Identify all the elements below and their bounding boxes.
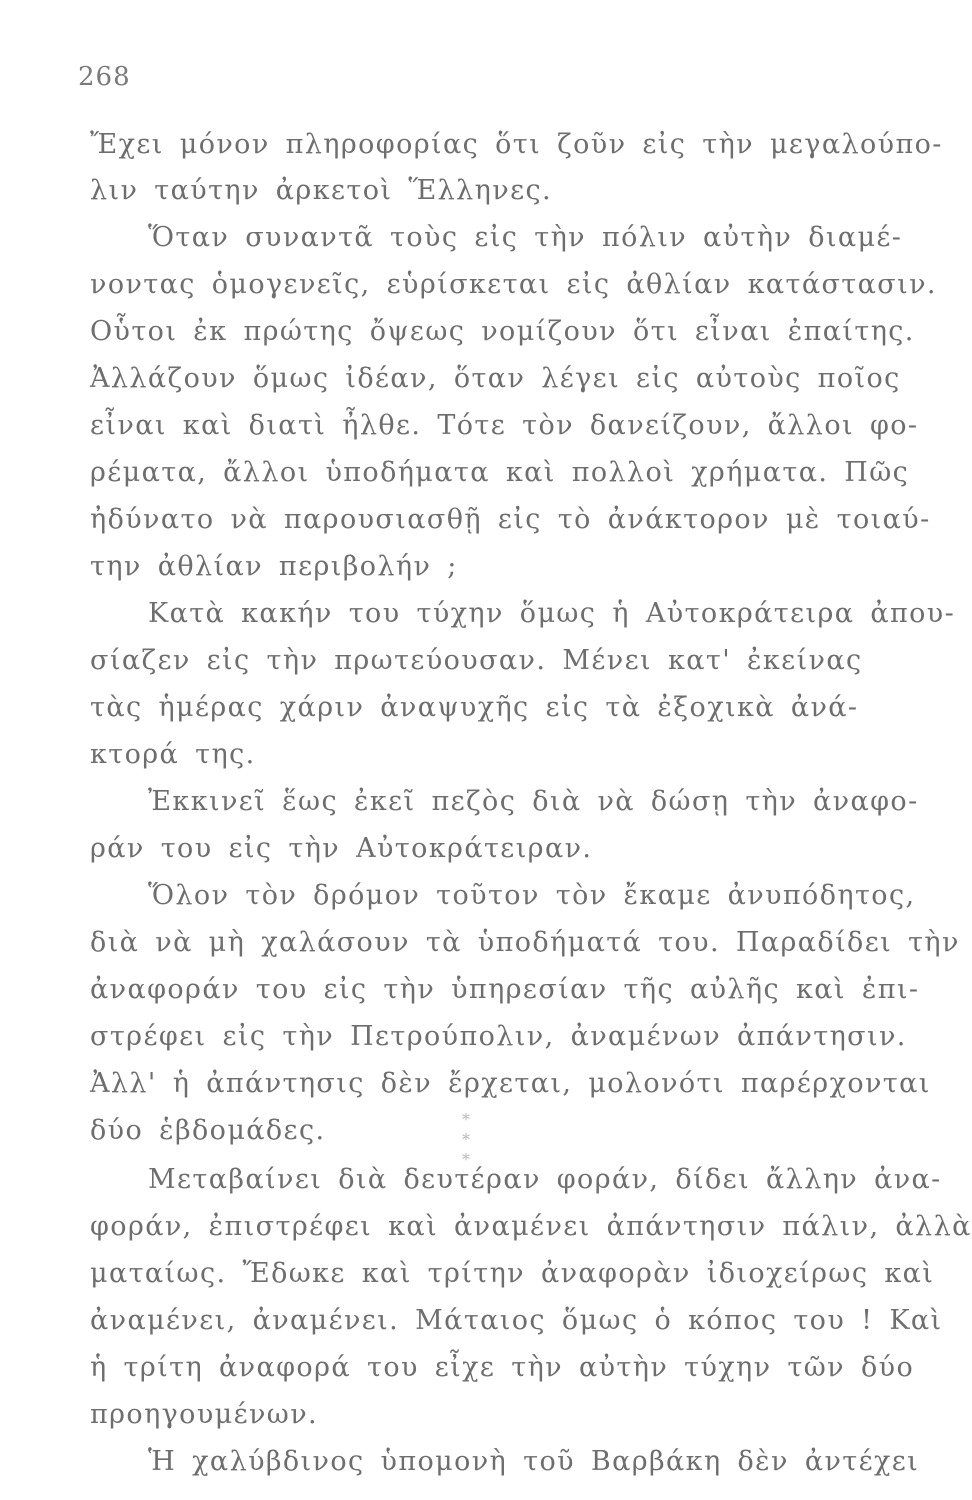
text-line: Ἐκκινεῖ ἕως ἐκεῖ πεζὸς διὰ νὰ δώσῃ τὴν ἀναφο- [148,786,919,817]
text-line: Ἔχει μόνον πληροφορίας ὅτι ζοῦν εἰς τὴν μεγαλούπο- [90,129,943,160]
text-line: φοράν, ἐπιστρέφει καὶ ἀναμένει ἀπάντησιν πάλιν, ἀλλὰ [90,1211,972,1242]
text-line: προηγουμένων. [90,1399,319,1430]
section-break: * * * [462,1110,488,1169]
text-line: ρέματα, ἄλλοι ὑποδήματα καὶ πολλοὶ χρήματα. Πῶς [90,457,910,488]
text-line: ἀναμένει, ἀναμένει. Μάταιος ὅμως ὁ κόπος του ! Καὶ [90,1305,943,1336]
text-line: ματαίως. Ἔδωκε καὶ τρίτην ἀναφορὰν ἰδιοχείρως καὶ [90,1258,935,1289]
text-line: ἠδύνατο νὰ παρουσιασθῇ εἰς τὸ ἀνάκτορον μὲ τοιαύ- [90,504,931,535]
text-line: την ἀθλίαν περιβολήν ; [90,551,458,582]
text-line: νοντας ὁμογενεῖς, εὑρίσκεται εἰς ἀθλίαν κατάστασιν. [90,269,937,300]
text-line: εἶναι καὶ διατὶ ἦλθε. Τότε τὸν δανείζουν, ἄλλοι φο- [90,410,919,441]
text-line: Μεταβαίνει διὰ δευτέραν φοράν, δίδει ἄλλην ἀνα- [148,1164,942,1195]
text-line: ἀναφοράν του εἰς τὴν ὑπηρεσίαν τῆς αὐλῆς καὶ ἐπι- [90,974,920,1005]
text-line: δύο ἑβδομάδες. [90,1115,326,1146]
text-line: τὰς ἡμέρας χάριν ἀναψυχῆς εἰς τὰ ἐξοχικὰ ἀνά- [90,692,859,723]
text-line: σίαζεν εἰς τὴν πρωτεύουσαν. Μένει κατ' ἐκείνας [90,645,863,676]
text-line: Οὗτοι ἐκ πρώτης ὄψεως νομίζουν ὅτι εἶναι ἐπαίτης. [90,316,915,347]
text-line: Ἀλλάζουν ὅμως ἰδέαν, ὅταν λέγει εἰς αὐτοὺς ποῖος [90,363,901,394]
text-line: στρέφει εἰς τὴν Πετρούπολιν, ἀναμένων ἀπάντησιν. [90,1021,907,1052]
text-line: Ὅταν συναντᾶ τοὺς εἰς τὴν πόλιν αὐτὴν διαμέ- [148,222,903,253]
text-line: Κατὰ κακήν του τύχην ὅμως ἡ Αὐτοκράτειρα ἀπου- [148,598,956,629]
text-line: κτορά της. [90,739,256,770]
text-line: λιν ταύτην ἀρκετοὶ Ἕλληνες. [90,175,552,206]
text-line: διὰ νὰ μὴ χαλάσουν τὰ ὑποδήματά του. Παραδίδει τὴν [90,927,960,958]
text-line: ἡ τρίτη ἀναφορά του εἶχε τὴν αὐτὴν τύχην τῶν δύο [90,1352,915,1383]
text-line: ράν του εἰς τὴν Αὐτοκράτειραν. [90,833,593,864]
page-number: 268 [78,62,131,92]
text-line: Ἡ χαλύβδινος ὑπομονὴ τοῦ Βαρβάκη δὲν ἀντέχει [148,1446,920,1477]
text-line: Ὅλον τὸν δρόμον τοῦτον τὸν ἔκαμε ἀνυπόδητος, [148,880,916,911]
text-line: Ἀλλ' ἡ ἀπάντησις δὲν ἔρχεται, μολονότι παρέρχονται [90,1068,931,1099]
